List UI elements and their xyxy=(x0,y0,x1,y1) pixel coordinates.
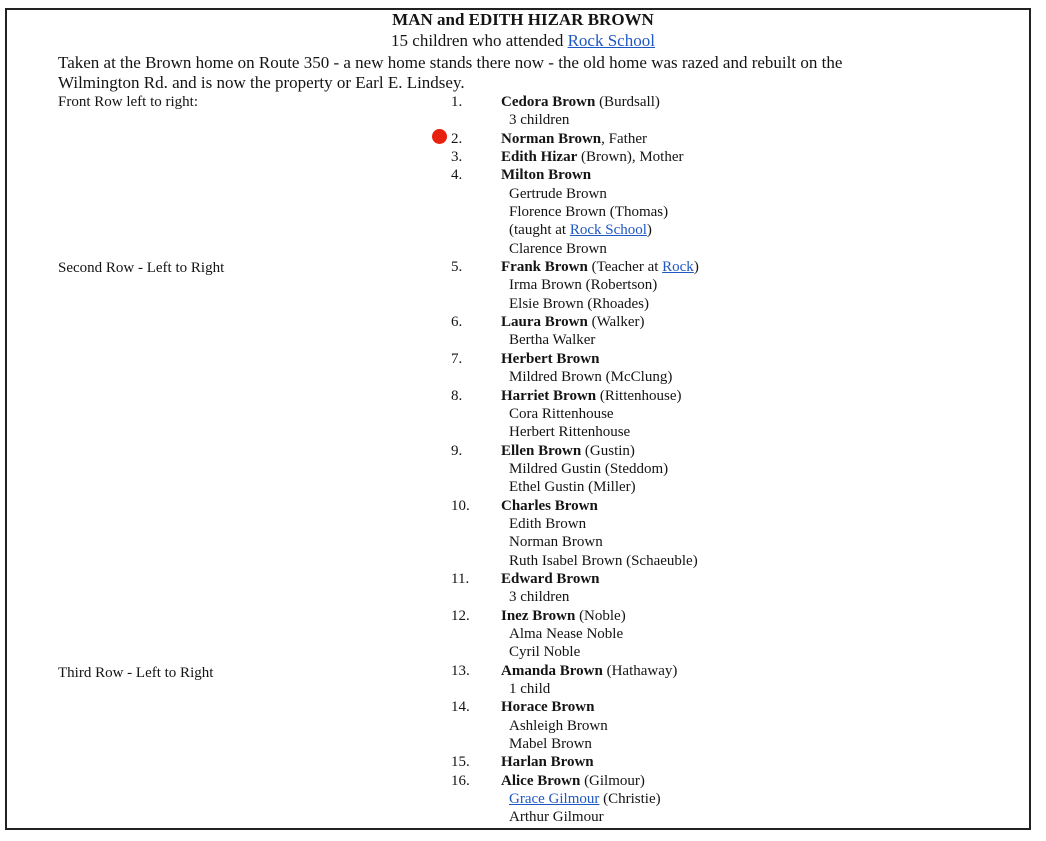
list-item xyxy=(0,258,1046,276)
child-name: 3 children xyxy=(509,589,570,606)
child-item xyxy=(0,331,1046,349)
list-item xyxy=(0,350,1046,368)
child-item xyxy=(0,717,1046,735)
entry-suffix: (Brown), Mother xyxy=(577,149,684,166)
entry-name xyxy=(501,130,647,148)
second-row-label: Second Row - Left to Right xyxy=(58,260,225,276)
rock-school-link[interactable]: Rock School xyxy=(569,222,647,239)
list-item xyxy=(0,442,1046,460)
entry-name xyxy=(501,442,635,460)
child-item xyxy=(0,533,1046,551)
rock-school-link[interactable]: Rock School xyxy=(567,31,655,50)
list-item xyxy=(0,698,1046,716)
list-item xyxy=(0,772,1046,790)
entry-bold-name: Harriet Brown xyxy=(501,387,597,404)
child-note xyxy=(509,221,652,239)
child-name: Bertha Walker xyxy=(509,332,596,349)
child-name: Edith Brown xyxy=(509,515,587,532)
entry-number: 9. xyxy=(451,442,463,459)
child-name: Clarence Brown xyxy=(509,240,607,257)
intro-line-2: Wilmington Rd. and is now the property or Earl E. Lindsey. xyxy=(58,73,465,92)
entry-suffix: (Walker) xyxy=(587,314,645,331)
entry-name xyxy=(501,607,626,625)
entry-name xyxy=(501,350,599,368)
child-item xyxy=(0,515,1046,533)
child-name: Cora Rittenhouse xyxy=(509,405,614,422)
child-name: Mildred Brown (McClung) xyxy=(509,369,673,386)
entry-number: 13. xyxy=(451,662,470,679)
child-name: Mabel Brown xyxy=(509,736,592,753)
entry-number: 7. xyxy=(451,350,463,367)
child-name: Herbert Rittenhouse xyxy=(509,424,631,441)
page-subtitle xyxy=(0,31,1046,51)
entry-bold-name: Milton Brown xyxy=(501,167,592,184)
entry-bold-name: Edith Hizar xyxy=(501,149,578,166)
list-item xyxy=(0,148,1046,166)
child-item xyxy=(0,405,1046,423)
entry-bold-name: Frank Brown xyxy=(501,259,588,276)
entry-bold-name: Charles Brown xyxy=(501,497,598,514)
entry-bold-name: Ellen Brown xyxy=(501,442,582,459)
entry-number: 6. xyxy=(451,314,463,331)
entry-suffix: (Burdsall) xyxy=(595,94,660,110)
child-item xyxy=(0,368,1046,386)
list-item xyxy=(0,570,1046,588)
list-item xyxy=(0,387,1046,405)
child-item xyxy=(0,240,1046,258)
list-item xyxy=(0,313,1046,331)
list-item xyxy=(0,662,1046,680)
child-item xyxy=(0,221,1046,239)
entry-name xyxy=(501,387,682,405)
child-item xyxy=(0,111,1046,129)
grace-gilmour-link[interactable]: Grace Gilmour xyxy=(509,791,600,808)
entry-name xyxy=(501,258,699,276)
child-name: Gertrude Brown xyxy=(509,185,607,202)
child-name: 1 child xyxy=(509,681,551,697)
child-name: Irma Brown (Robertson) xyxy=(509,277,658,294)
child-name: 3 children xyxy=(509,112,570,129)
entry-number: 2. xyxy=(451,130,463,147)
entry-bold-name: Alice Brown xyxy=(501,772,581,789)
list-item xyxy=(0,130,1046,148)
entry-bold-name: Herbert Brown xyxy=(501,350,600,367)
note-prefix: (taught at xyxy=(509,222,570,239)
child-item xyxy=(0,625,1046,643)
entry-number: 12. xyxy=(451,607,470,624)
entry-name xyxy=(501,662,677,680)
entry-bold-name: Inez Brown xyxy=(501,607,576,624)
entry-name xyxy=(501,166,591,184)
intro-paragraph xyxy=(58,53,988,93)
entry-number: 1. xyxy=(451,94,463,110)
child-item xyxy=(0,643,1046,661)
child-item xyxy=(0,185,1046,203)
children-list xyxy=(0,93,1046,827)
entry-suffix-close: ) xyxy=(693,259,699,276)
entry-number: 3. xyxy=(451,149,463,166)
entry-number: 15. xyxy=(451,754,470,771)
entry-number: 4. xyxy=(451,167,463,184)
entry-suffix: (Rittenhouse) xyxy=(596,387,682,404)
entry-suffix: (Hathaway) xyxy=(602,662,678,679)
child-item xyxy=(0,790,1046,808)
child-item xyxy=(0,552,1046,570)
list-item xyxy=(0,93,1046,111)
child-item xyxy=(0,735,1046,753)
entry-number: 16. xyxy=(451,772,470,789)
entry-name xyxy=(501,313,645,331)
entry-name xyxy=(501,497,598,515)
intro-line-1: Taken at the Brown home on Route 350 - a new home stands there now - the old home was razed and rebuilt on the xyxy=(58,53,843,72)
entry-number: 8. xyxy=(451,387,463,404)
child-item xyxy=(0,460,1046,478)
child-suffix: (Christie) xyxy=(599,791,661,808)
entry-suffix: , Father xyxy=(601,130,647,147)
child-name: Ashleigh Brown xyxy=(509,717,608,734)
entry-number: 5. xyxy=(451,259,463,276)
page-title: MAN and EDITH HIZAR BROWN xyxy=(392,10,654,29)
child-name: Florence Brown (Thomas) xyxy=(509,204,669,221)
child-item xyxy=(0,808,1046,826)
entry-suffix: (Teacher at xyxy=(587,259,663,276)
child-name: Mildred Gustin (Steddom) xyxy=(509,460,669,477)
child-name xyxy=(509,790,661,808)
child-name: Arthur Gilmour xyxy=(509,809,604,826)
note-suffix: ) xyxy=(646,222,652,239)
entry-bold-name: Cedora Brown xyxy=(501,94,596,110)
entry-name xyxy=(501,772,645,790)
child-item xyxy=(0,588,1046,606)
list-item xyxy=(0,753,1046,771)
entry-name xyxy=(501,570,600,588)
entry-bold-name: Laura Brown xyxy=(501,314,588,331)
entry-name xyxy=(501,93,660,111)
entry-bold-name: Amanda Brown xyxy=(501,662,603,679)
child-name: Elsie Brown (Rhoades) xyxy=(509,295,649,312)
entry-bold-name: Norman Brown xyxy=(501,130,602,147)
child-name: Cyril Noble xyxy=(509,644,581,661)
child-item xyxy=(0,680,1046,698)
entry-name xyxy=(501,753,594,771)
list-item xyxy=(0,497,1046,515)
child-item xyxy=(0,276,1046,294)
child-item xyxy=(0,478,1046,496)
entry-name xyxy=(501,698,594,716)
entry-bold-name: Harlan Brown xyxy=(501,754,594,771)
entry-number: 10. xyxy=(451,497,470,514)
entry-suffix: (Gilmour) xyxy=(580,772,645,789)
child-name: Ruth Isabel Brown (Schaeuble) xyxy=(509,552,698,569)
entry-bold-name: Edward Brown xyxy=(501,570,600,587)
child-item xyxy=(0,295,1046,313)
list-item xyxy=(0,607,1046,625)
entry-number: 11. xyxy=(451,570,470,587)
list-item xyxy=(0,166,1046,184)
child-name: Norman Brown xyxy=(509,534,603,551)
entry-number: 14. xyxy=(451,699,470,716)
third-row-label: Third Row - Left to Right xyxy=(58,665,214,681)
child-item xyxy=(0,203,1046,221)
entry-suffix: (Noble) xyxy=(575,607,626,624)
rock-link[interactable]: Rock xyxy=(662,259,694,276)
subtitle-text: 15 children who attended xyxy=(391,31,568,50)
child-name: Alma Nease Noble xyxy=(509,625,624,642)
entry-bold-name: Horace Brown xyxy=(501,699,595,716)
child-item xyxy=(0,423,1046,441)
entry-name xyxy=(501,148,684,166)
child-name: Ethel Gustin (Miller) xyxy=(509,479,636,496)
entry-suffix: (Gustin) xyxy=(581,442,635,459)
front-row-label: Front Row left to right: xyxy=(58,94,198,110)
